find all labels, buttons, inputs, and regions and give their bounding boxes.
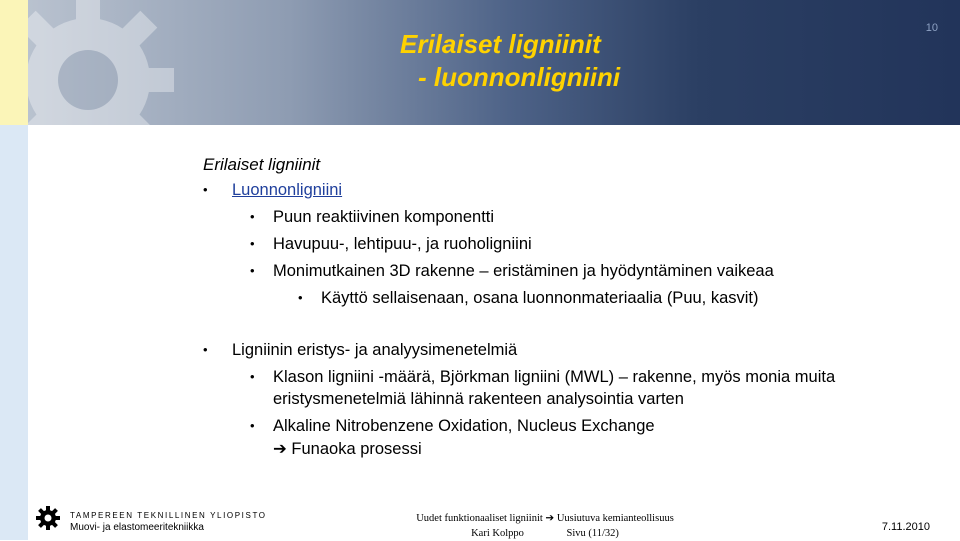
list-item: • Alkaline Nitrobenzene Oxidation, Nucleus Exchange: [203, 415, 943, 437]
slide-number: 10: [925, 22, 938, 34]
list-item: • Havupuu-, lehtipuu-, ja ruoholigniini: [203, 233, 943, 255]
luonnonligniini-link[interactable]: Luonnonligniini: [232, 181, 343, 199]
list-item: • Monimutkainen 3D rakenne – eristäminen ja hyödyntäminen vaikeaa: [203, 260, 943, 282]
university-logo-icon: [33, 506, 63, 530]
funaoka-line: ➔ Funaoka prosessi: [273, 440, 422, 458]
bullet-luonnonligniini[interactable]: [203, 179, 943, 201]
footer-date: 7.11.2010: [881, 521, 930, 533]
title-line-1: Erilaiset ligniinit: [400, 29, 601, 59]
footer-meta: [400, 526, 690, 541]
gear-watermark-icon: [28, 0, 188, 125]
content-heading: Erilaiset ligniinit: [203, 155, 321, 174]
list-item: • Käyttö sellaisenaan, osana luonnonmateriaalia (Puu, kasvit): [203, 287, 943, 309]
title-line-2: - luonnonligniini: [418, 62, 621, 92]
list-item: • Klason ligniini -määrä, Björkman ligniini (MWL) – rakenne, myös monia muita eristysmenetelmiä lähinnä rakenteen analysointia varten: [203, 366, 943, 410]
slide-title: [400, 28, 620, 94]
slide-header: [28, 0, 960, 125]
spacer: [203, 314, 943, 339]
university-name: TAMPEREEN TEKNILLINEN YLIOPISTO: [70, 511, 267, 520]
left-accent-blue: [0, 125, 28, 540]
course-title: Uudet funktionaaliset ligniinit ➔ Uusiutuva kemianteollisuus: [416, 513, 674, 524]
left-accent-yellow: [0, 0, 28, 125]
list-item: • Ligniinin eristys- ja analyysimenetelmiä: [203, 339, 943, 361]
department-name: Muovi- ja elastomeeritekniikka: [70, 522, 204, 533]
slide-body: [203, 155, 943, 460]
footer-info: [400, 511, 690, 541]
list-item: • Puun reaktiivinen komponentti: [203, 206, 943, 228]
page-number: Sivu (11/32): [566, 528, 619, 539]
author-name: Kari Kolppo: [471, 528, 524, 539]
